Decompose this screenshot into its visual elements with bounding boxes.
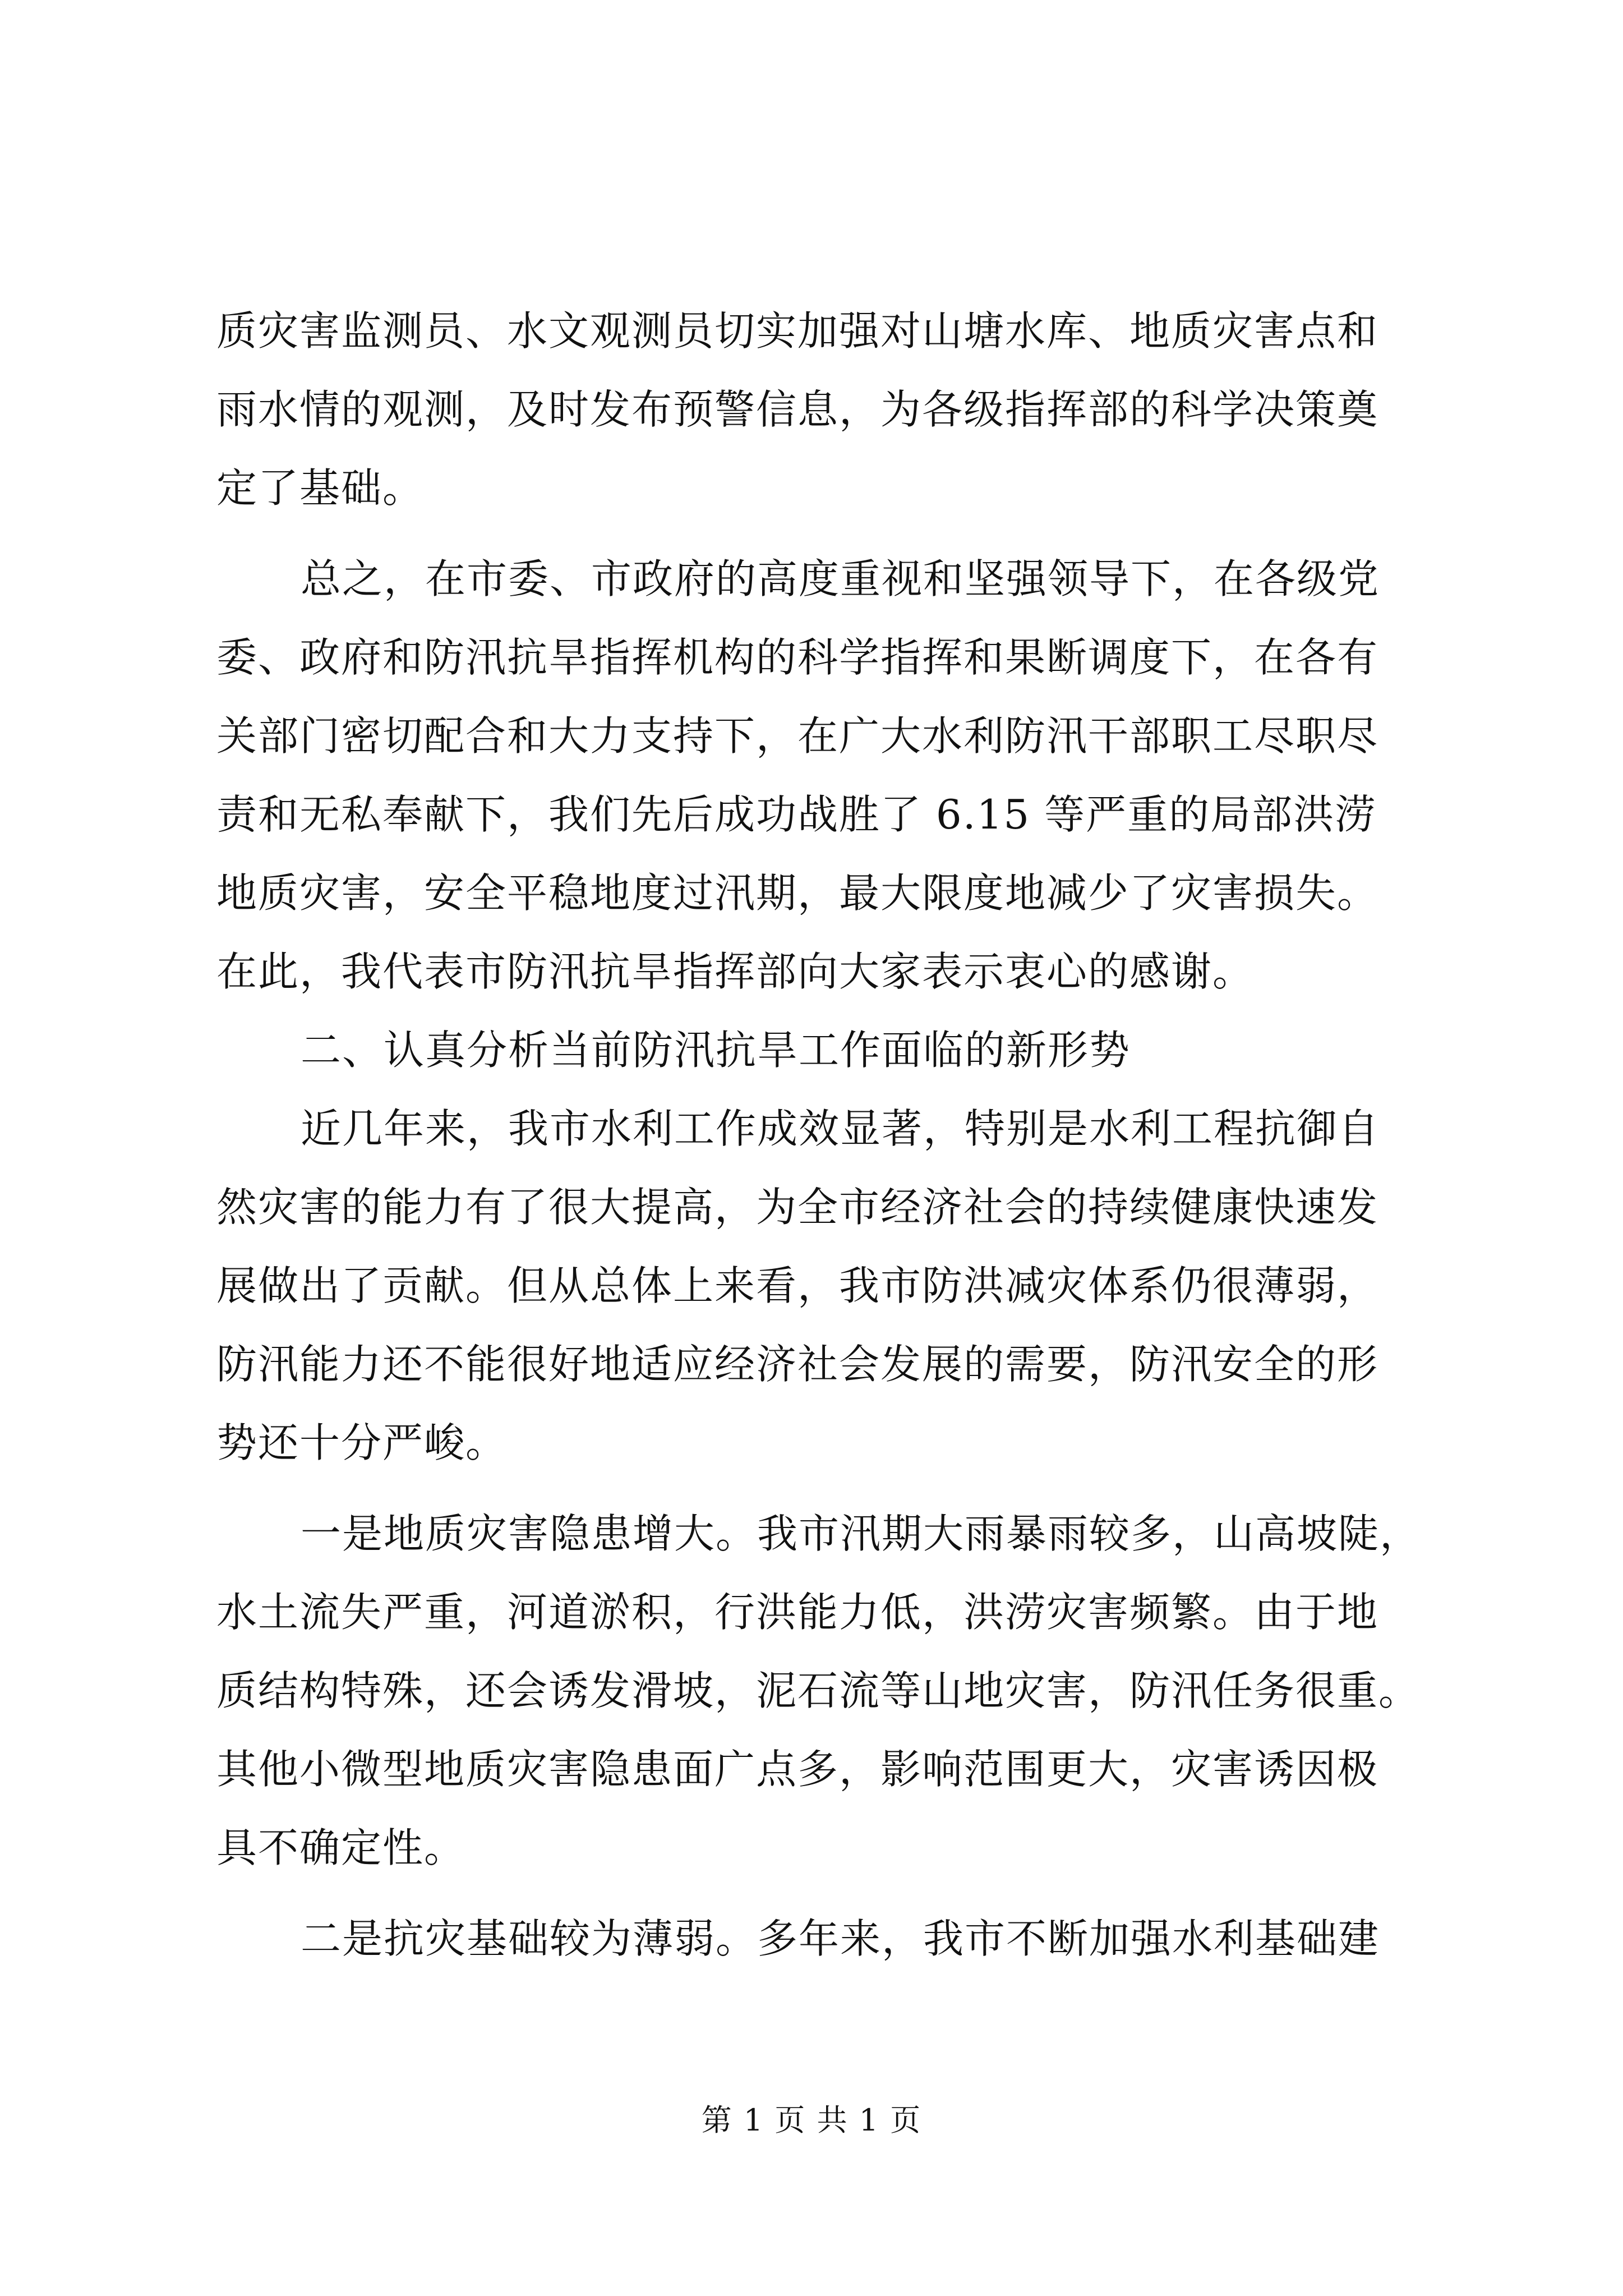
text-line: 责和无私奉献下，我们先后成功战胜了 6.15 等严重的局部洪涝 [216,791,1377,838]
paragraph [216,1089,1405,1482]
paragraph [216,292,1405,527]
text-line: 二、认真分析当前防汛抗旱工作面临的新形势 [301,1027,1131,1074]
text-line: 总之，在市委、市政府的高度重视和坚强领导下，在各级党 [301,555,1380,602]
text-line: 定了基础。 [216,464,425,512]
text-line: 具不确定性。 [216,1824,466,1871]
text-line: 关部门密切配合和大力支持下，在广大水利防汛干部职工尽职尽 [216,712,1379,760]
page-footer: 第 1 页 共 1 页 [701,2102,922,2138]
text-line: 雨水情的观测，及时发布预警信息，为各级指挥部的科学决策奠 [216,386,1379,433]
text-line: 委、政府和防汛抗旱指挥机构的科学指挥和果断调度下，在各有 [216,634,1379,681]
text-line: 然灾害的能力有了很大提高，为全市经济社会的持续健康快速发 [216,1184,1379,1231]
text-line: 在此，我代表市防汛抗旱指挥部向大家表示衷心的感谢。 [216,948,1255,995]
text-line: 水土流失严重，河道淤积，行洪能力低，洪涝灾害频繁。由于地 [216,1589,1379,1636]
text-line: 防汛能力还不能很好地适应经济社会发展的需要，防汛安全的形 [216,1341,1379,1388]
paragraph [216,1899,1405,1978]
text-line: 其他小微型地质灾害隐患面广点多，影响范围更大，灾害诱因极 [216,1746,1379,1793]
text-line: 一是地质灾害隐患增大。我市汛期大雨暴雨较多，山高坡陡， [301,1510,1422,1557]
text-line: 质结构特殊，还会诱发滑坡，泥石流等山地灾害，防汛任务很重。 [216,1667,1421,1714]
text-line: 质灾害监测员、水文观测员切实加强对山塘水库、地质灾害点和 [216,307,1379,355]
paragraph [216,1494,1422,1887]
paragraph [216,540,1405,1011]
section-heading [216,1011,1405,1089]
text-line: 势还十分严峻。 [216,1419,508,1466]
text-line: 地质灾害，安全平稳地度过汛期，最大限度地减少了灾害损失。 [216,869,1379,917]
text-line: 近几年来，我市水利工作成效显著，特别是水利工程抗御自 [301,1105,1380,1152]
text-line: 展做出了贡献。但从总体上来看，我市防洪减灾体系仍很薄弱， [216,1262,1379,1309]
text-line: 二是抗灾基础较为薄弱。多年来，我市不断加强水利基础建 [301,1915,1380,1962]
document-body [216,292,1422,1978]
